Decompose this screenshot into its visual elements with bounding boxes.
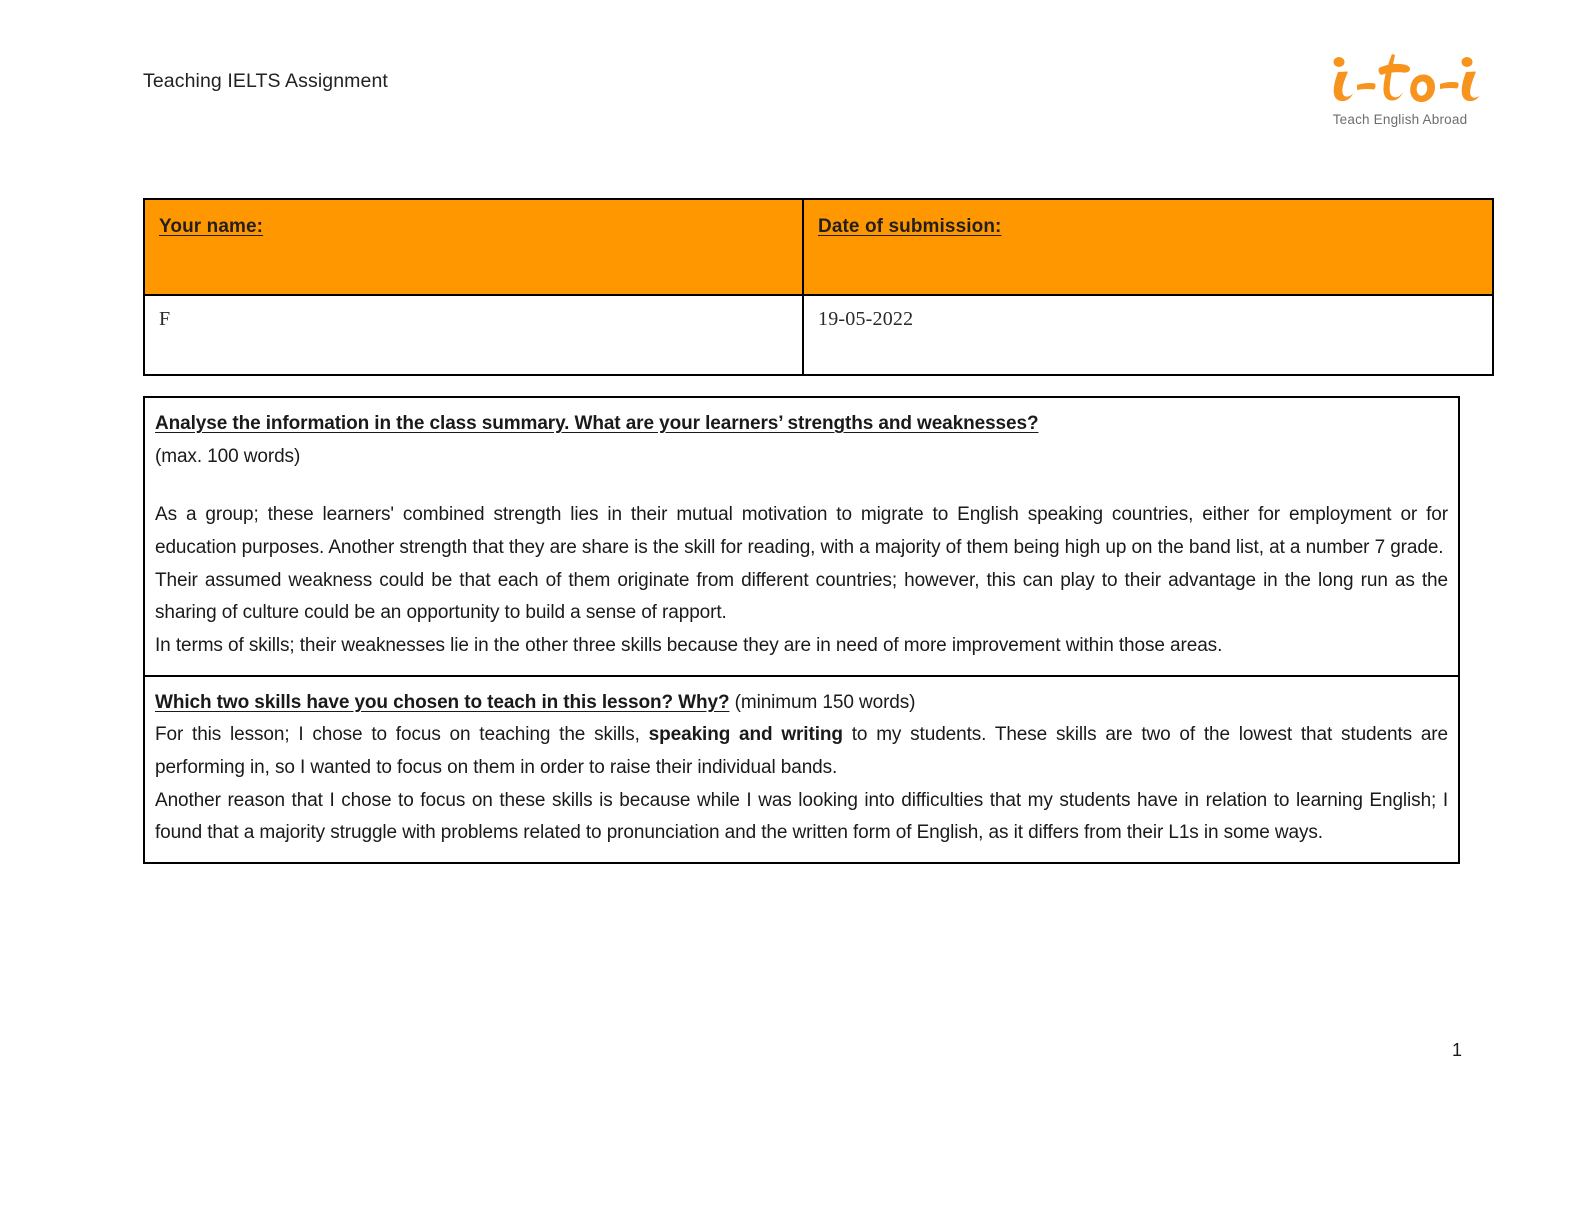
- i-to-i-logo-icon: [1320, 44, 1480, 110]
- answer-text-part-b: to my students. These skills are two of the lowest that students are performing in, so I wanted to focus on them in order to raise their individual bands.: [155, 724, 1448, 779]
- your-name-header-cell: [144, 199, 803, 295]
- question-1-heading: Analyse the information in the class summary. What are your learners’ strengths and weaknesses?: [155, 413, 1039, 434]
- paragraph-spacer: [155, 473, 1448, 499]
- question-1-cell[interactable]: [144, 397, 1459, 676]
- question-1-row: [144, 397, 1459, 676]
- page-number: 1: [1451, 1040, 1462, 1060]
- question-2-answer-paragraph-1: [155, 719, 1448, 784]
- answer-text-part-a: For this lesson; I chose to focus on teaching the skills,: [155, 724, 649, 746]
- question-2-cell[interactable]: [144, 676, 1459, 863]
- answer-highlighted-skills: speaking and writing: [648, 724, 843, 746]
- table-value-row: [144, 295, 1493, 375]
- question-2-answer-paragraph-2: Another reason that I chose to focus on these skills is because while I was looking into difficulties that my students have in relation to learning English; I found that a majority struggle with problems related to pronunciation and the written form of English, as it differs from their L1s in some ways.: [155, 789, 1448, 844]
- your-name-value-cell[interactable]: [144, 295, 803, 375]
- page-header: [0, 0, 1584, 170]
- question-1-answer-paragraph-2: Their assumed weakness could be that each of them originate from different countries; however, this can play to their advantage in the long run as the sharing of culture could be an opportunity to build a sense of rapport.: [155, 569, 1448, 624]
- question-2-word-limit: (minimum 150 words): [734, 691, 916, 713]
- brand-logo: [1310, 44, 1490, 127]
- question-2-heading-line: [155, 687, 1448, 720]
- your-name-value: F: [159, 308, 171, 330]
- question-2-row: [144, 676, 1459, 863]
- questions-answers-table: [143, 396, 1460, 864]
- question-1-answer-paragraph-1: As a group; these learners' combined strength lies in their mutual motivation to migrate to English speaking countries, either for employment or for education purposes. Another strength that they are share is the skill for reading, with a majority of them being high up on the band list, at a number 7 grade.: [155, 504, 1448, 559]
- page-title: Teaching IELTS Assignment: [143, 70, 388, 92]
- date-of-submission-label: Date of submission:: [818, 216, 1002, 237]
- table-header-row: [144, 199, 1493, 295]
- question-1-heading-line: [155, 408, 1448, 441]
- submission-info-table: [143, 198, 1494, 376]
- question-2-heading: Which two skills have you chosen to teach in this lesson? Why?: [155, 691, 730, 713]
- logo-tagline: Teach English Abroad: [1332, 112, 1468, 127]
- question-1-answer-paragraph-3: In terms of skills; their weaknesses lie in the other three skills because they are in need of more improvement within those areas.: [155, 635, 1223, 657]
- date-of-submission-header-cell: [803, 199, 1493, 295]
- question-1-word-limit: (max. 100 words): [155, 445, 301, 467]
- date-of-submission-value-cell[interactable]: [803, 295, 1493, 375]
- your-name-label: Your name:: [159, 216, 264, 237]
- date-of-submission-value: 19-05-2022: [818, 308, 914, 330]
